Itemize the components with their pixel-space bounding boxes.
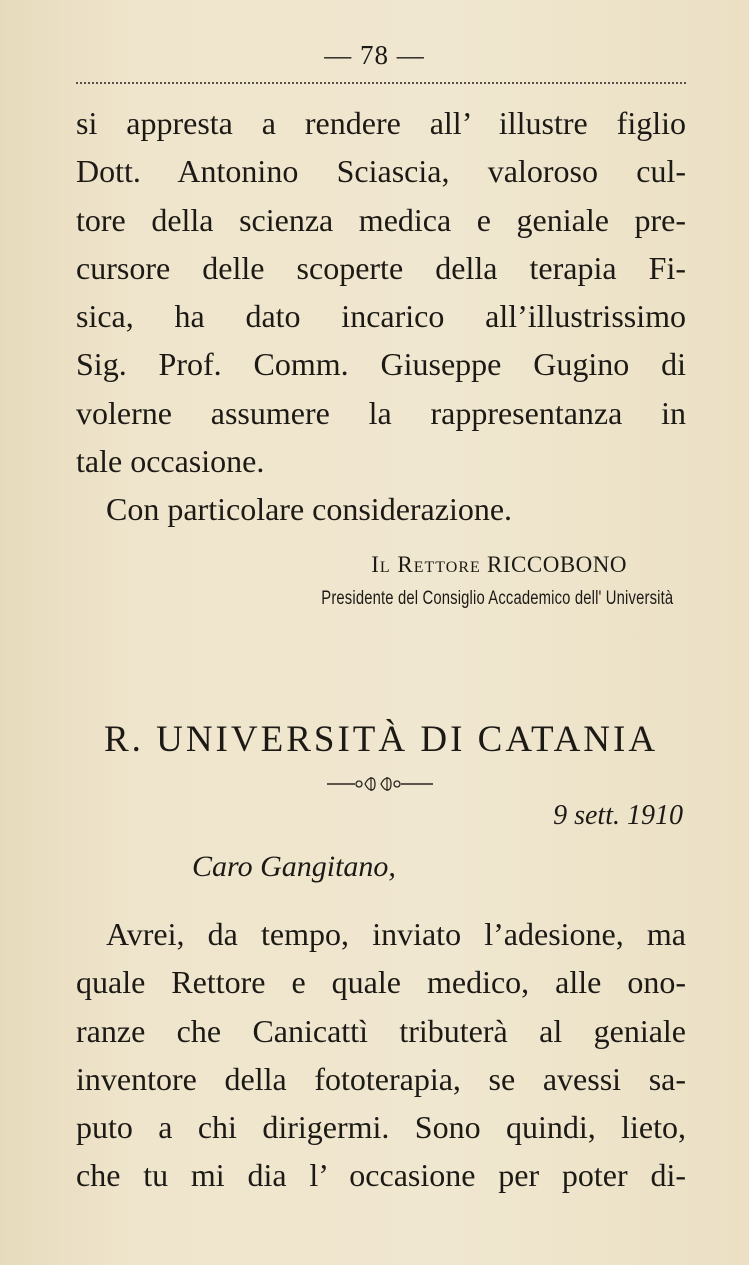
signature-name: RICCOBONO bbox=[487, 552, 627, 577]
text-line: Dott. Antonino Sciascia, valoroso cul- bbox=[76, 153, 686, 190]
paragraph-2 bbox=[76, 910, 686, 1200]
ornament-divider-icon bbox=[325, 772, 435, 796]
text-line: Avrei, da tempo, inviato l’adesione, ma bbox=[106, 916, 686, 952]
letter-date: 9 sett. 1910 bbox=[553, 800, 683, 831]
page-number: — 78 — bbox=[324, 40, 425, 70]
text-line: inventore della fototerapia, se avessi sa- bbox=[76, 1060, 686, 1097]
signature-name-line bbox=[371, 552, 627, 578]
closing-line: Con particolare considerazione. bbox=[106, 491, 513, 528]
text-line: Sig. Prof. Comm. Giuseppe Gugino di bbox=[76, 346, 686, 383]
text-line: si appresta a rendere all’ illustre figlio bbox=[76, 105, 686, 141]
text-line: puto a chi dirigermi. Sono quindi, lieto, bbox=[76, 1109, 686, 1146]
text-line: quale Rettore e quale medico, alle ono- bbox=[76, 964, 686, 1001]
letter-heading: R. UNIVERSITÀ DI CATANIA bbox=[103, 719, 659, 760]
paragraph-1 bbox=[76, 99, 686, 534]
signature-role: Presidente del Consiglio Accademico dell' Università bbox=[321, 588, 673, 609]
text-line: cursore delle scoperte della terapia Fi- bbox=[76, 249, 686, 286]
text-line: tore della scienza medica e geniale pre- bbox=[76, 201, 686, 238]
header-rule bbox=[76, 82, 686, 84]
text-line: ranze che Canicattì tributerà al geniale bbox=[76, 1012, 686, 1049]
text-line: che tu mi dia l’ occasione per poter di- bbox=[76, 1157, 686, 1194]
text-line: sica, ha dato incarico all’illustrissimo bbox=[76, 298, 686, 335]
salutation: Caro Gangitano, bbox=[192, 850, 396, 883]
text-line: tale occasione. bbox=[76, 443, 265, 480]
text-line: volerne assumere la rappresentanza in bbox=[76, 394, 686, 431]
signature-title: Il Rettore bbox=[371, 552, 481, 577]
